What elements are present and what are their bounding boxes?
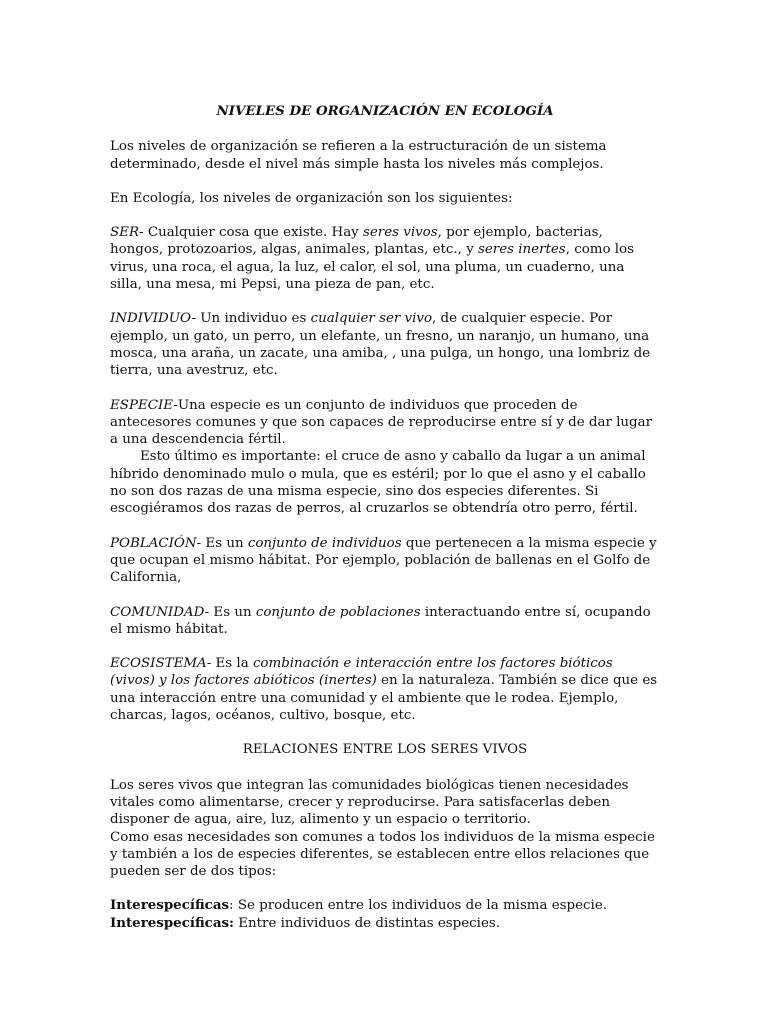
- intro-paragraph: Los niveles de organización se refieren a la estructuración de un sistema determinado, desde el nivel más simple hasta los niveles más complejos.: [110, 139, 607, 172]
- intro-list-lead: En Ecología, los niveles de organización son los siguientes:: [110, 190, 513, 206]
- ser-term: SER-: [110, 225, 144, 241]
- relation-type-1-term: Interespecíficas: [110, 897, 230, 914]
- individuo-term: INDIVIDUO-: [110, 311, 197, 327]
- individuo-paragraph: INDIVIDUO- Un individuo es cualquier ser vivo, de cualquier especie. Por ejemplo, un gato, un perro, un elefante, un fresno, un naranjo, un humano, una mosca, una araña, un zacate, una amiba, , una pulga, un hongo, una lombriz de tierra, una avestruz, etc.: [110, 311, 651, 379]
- poblacion-term: POBLACIÓN-: [110, 535, 202, 551]
- poblacion-emphasis: conjunto de individuos: [247, 535, 402, 551]
- poblacion-paragraph: POBLACIÓN- Es un conjunto de individuos que pertenecen a la misma especie y que ocupan el mismo hábitat. Por ejemplo, población de ballenas en el Golfo de California,: [110, 535, 657, 586]
- ecosistema-emphasis: combinación e interacción entre los factores bióticos (vivos) y los factores abióticos (inertes): [110, 656, 613, 689]
- especie-term: ESPECIE-: [110, 397, 178, 413]
- relation-type-1: Interespecíficas: Se producen entre los individuos de la misma especie.: [110, 897, 608, 914]
- relations-paragraph-1: Los seres vivos que integran las comunidades biológicas tienen necesidades vitales como alimentarse, crecer y reproducirse. Para satisfacerlas deben disponer de agua, aire, luz, alimento y un espacio o territorio.: [110, 777, 629, 828]
- especie-paragraph: ESPECIE-Una especie es un conjunto de individuos que proceden de antecesores comunes y que son capaces de reproducirse entre sí y de dar lugar a una descendencia fértil.: [110, 397, 653, 448]
- individuo-emphasis: cualquier ser vivo: [310, 311, 433, 327]
- ser-emphasis-2: seres inertes: [478, 242, 566, 258]
- comunidad-term: COMUNIDAD-: [110, 604, 210, 620]
- relation-type-2-term: Interespecíficas:: [110, 914, 234, 931]
- ser-paragraph: SER- Cualquier cosa que existe. Hay seres vivos, por ejemplo, bacterias, hongos, protozoarios, algas, animales, plantas, etc., y seres inertes, como los virus, una roca, el agua, la luz, el calor, el sol, una pluma, un cuaderno, una silla, una mesa, mi Pepsi, una pieza de pan, etc.: [110, 225, 634, 293]
- relation-type-2: Interespecíficas: Entre individuos de distintas especies.: [110, 914, 501, 931]
- ecosistema-paragraph: ECOSISTEMA- Es la combinación e interacción entre los factores bióticos (vivos) y los factores abióticos (inertes) en la naturaleza. También se dice que es una interacción entre una comunidad y el ambiente que le rodea. Ejemplo, charcas, lagos, océanos, cultivo, bosque, etc.: [110, 656, 658, 724]
- comunidad-paragraph: COMUNIDAD- Es un conjunto de poblaciones interactuando entre sí, ocupando el mismo hábitat.: [110, 604, 651, 637]
- especie-note-paragraph: Esto último es importante: el cruce de asno y caballo da lugar a un animal híbrido denominado mulo o mula, que es estéril; por lo que el asno y el caballo no son dos razas de una misma especie, sino dos especies diferentes. Si escogiéramos dos razas de perros, al cruzarlos se obtendría otro perro, fértil.: [110, 449, 646, 517]
- document-title: NIVELES DE ORGANIZACIÓN EN ECOLOGÍA: [216, 103, 554, 119]
- ser-emphasis-1: seres vivos: [363, 225, 438, 241]
- comunidad-emphasis: conjunto de poblaciones: [255, 604, 421, 620]
- ecosistema-term: ECOSISTEMA-: [110, 656, 212, 672]
- relations-paragraph-2: Como esas necesidades son comunes a todos los individuos de la misma especie y también a los de especies diferentes, se establecen entre ellos relaciones que pueden ser de dos tipos:: [110, 829, 655, 880]
- section-subtitle: RELACIONES ENTRE LOS SERES VIVOS: [242, 742, 528, 758]
